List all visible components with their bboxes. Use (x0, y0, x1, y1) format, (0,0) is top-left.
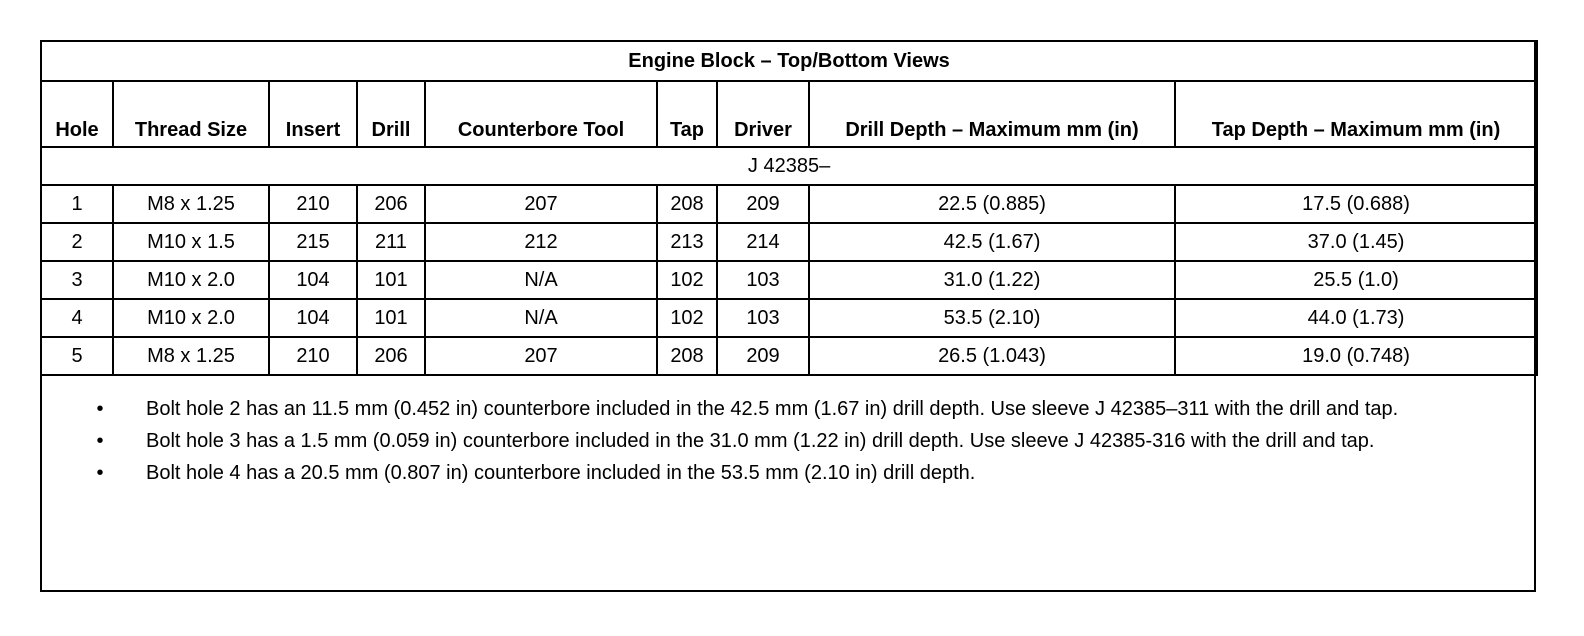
header-thread-size: Thread Size (113, 81, 269, 147)
note-text: Bolt hole 3 has a 1.5 mm (0.059 in) counterbore included in the 31.0 mm (1.22 in) drill depth. Use sleeve J 42385-316 with the drill and tap. (146, 430, 1375, 452)
cell-tap-depth: 25.5 (1.0) (1175, 261, 1537, 299)
cell-tap: 208 (657, 337, 717, 375)
cell-drill-depth: 26.5 (1.043) (809, 337, 1175, 375)
cell-insert: 104 (269, 261, 357, 299)
cell-insert: 104 (269, 299, 357, 337)
cell-hole: 1 (41, 185, 113, 223)
table-row (41, 223, 1537, 261)
cell-tap-depth: 44.0 (1.73) (1175, 299, 1537, 337)
cell-drill: 211 (357, 223, 425, 261)
cell-tap-depth: 19.0 (0.748) (1175, 337, 1537, 375)
cell-tap-depth: 17.5 (0.688) (1175, 185, 1537, 223)
cell-tap: 208 (657, 185, 717, 223)
notes-list (90, 396, 1530, 492)
header-tap-depth: Tap Depth – Maximum mm (in) (1175, 81, 1537, 147)
cell-tap: 102 (657, 261, 717, 299)
cell-tap: 213 (657, 223, 717, 261)
table-row (41, 337, 1537, 375)
header-drill-depth: Drill Depth – Maximum mm (in) (809, 81, 1175, 147)
cell-thread-size: M10 x 1.5 (113, 223, 269, 261)
cell-drill: 101 (357, 299, 425, 337)
table-title: Engine Block – Top/Bottom Views (41, 41, 1537, 81)
list-item (90, 428, 1530, 454)
cell-counterbore-tool: N/A (425, 299, 657, 337)
cell-counterbore-tool: 212 (425, 223, 657, 261)
header-driver: Driver (717, 81, 809, 147)
cell-hole: 5 (41, 337, 113, 375)
list-item (90, 460, 1530, 486)
tool-group-label: J 42385– (41, 147, 1537, 185)
header-hole: Hole (41, 81, 113, 147)
header-insert: Insert (269, 81, 357, 147)
table-row (41, 261, 1537, 299)
cell-drill-depth: 42.5 (1.67) (809, 223, 1175, 261)
bullet-icon: • (96, 398, 104, 420)
table-row (41, 185, 1537, 223)
cell-driver: 103 (717, 261, 809, 299)
cell-counterbore-tool: N/A (425, 261, 657, 299)
bullet-icon: • (96, 462, 104, 484)
cell-insert: 215 (269, 223, 357, 261)
engine-block-spec-table (40, 40, 1538, 376)
header-tap: Tap (657, 81, 717, 147)
cell-counterbore-tool: 207 (425, 337, 657, 375)
note-text: Bolt hole 2 has an 11.5 mm (0.452 in) counterbore included in the 42.5 mm (1.67 in) drill depth. Use sleeve J 42385–311 with the drill and tap. (146, 398, 1399, 420)
cell-drill: 206 (357, 185, 425, 223)
note-text: Bolt hole 4 has a 20.5 mm (0.807 in) counterbore included in the 53.5 mm (2.10 in) drill depth. (146, 462, 976, 484)
cell-thread-size: M8 x 1.25 (113, 337, 269, 375)
cell-drill-depth: 31.0 (1.22) (809, 261, 1175, 299)
header-drill: Drill (357, 81, 425, 147)
cell-driver: 214 (717, 223, 809, 261)
cell-driver: 103 (717, 299, 809, 337)
cell-drill-depth: 22.5 (0.885) (809, 185, 1175, 223)
cell-drill: 101 (357, 261, 425, 299)
list-item (90, 396, 1530, 422)
cell-counterbore-tool: 207 (425, 185, 657, 223)
cell-insert: 210 (269, 185, 357, 223)
cell-insert: 210 (269, 337, 357, 375)
bullet-icon: • (96, 430, 104, 452)
cell-tap-depth: 37.0 (1.45) (1175, 223, 1537, 261)
cell-driver: 209 (717, 185, 809, 223)
cell-hole: 4 (41, 299, 113, 337)
table-row (41, 299, 1537, 337)
cell-thread-size: M10 x 2.0 (113, 261, 269, 299)
cell-tap: 102 (657, 299, 717, 337)
header-counterbore-tool: Counterbore Tool (425, 81, 657, 147)
cell-drill-depth: 53.5 (2.10) (809, 299, 1175, 337)
cell-thread-size: M8 x 1.25 (113, 185, 269, 223)
cell-thread-size: M10 x 2.0 (113, 299, 269, 337)
cell-drill: 206 (357, 337, 425, 375)
cell-hole: 3 (41, 261, 113, 299)
cell-hole: 2 (41, 223, 113, 261)
cell-driver: 209 (717, 337, 809, 375)
